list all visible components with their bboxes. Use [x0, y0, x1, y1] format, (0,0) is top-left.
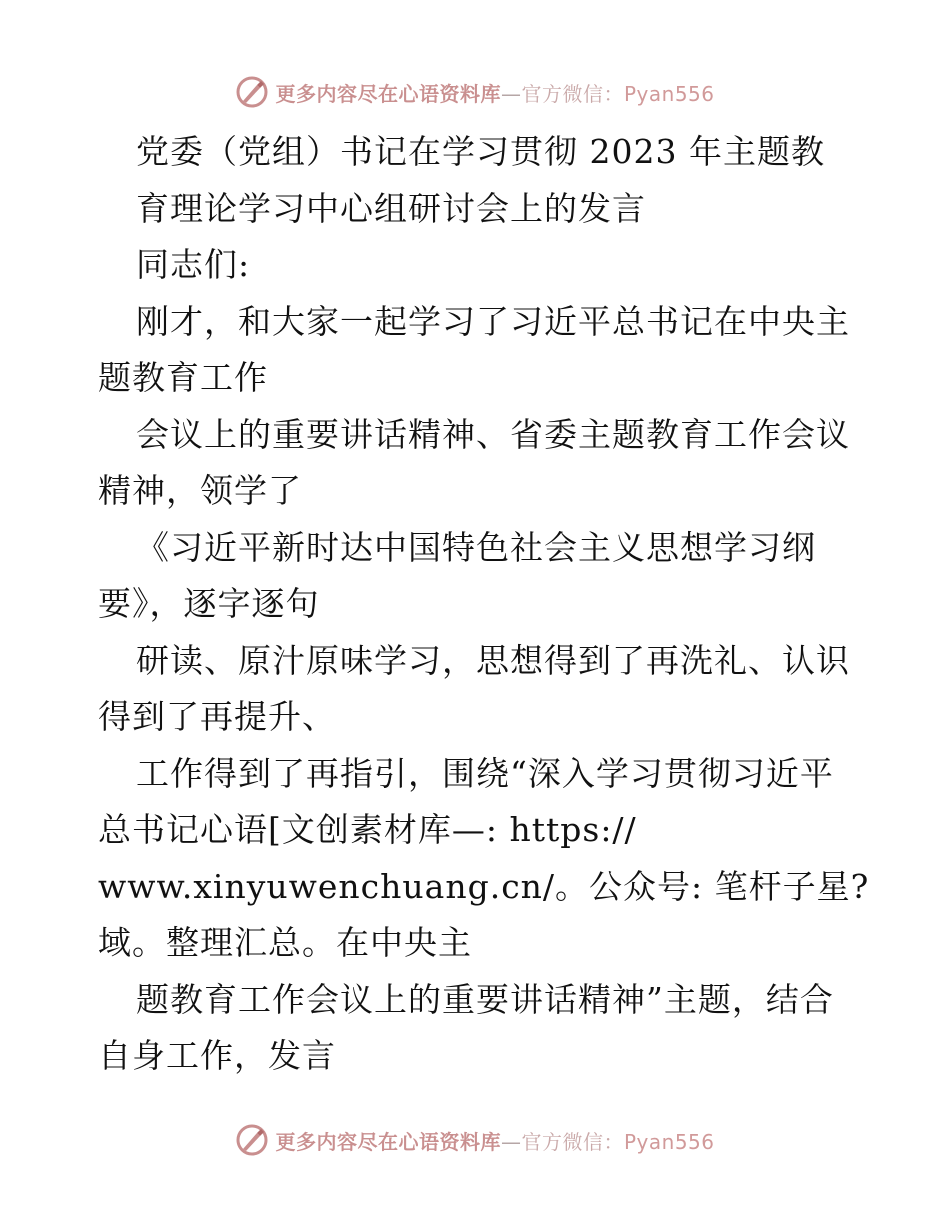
document-body [98, 124, 870, 1085]
footer-watermark [0, 1120, 950, 1160]
title-line-2: 育理论学习中心组研讨会上的发言 [136, 188, 646, 228]
paragraph-line: 刚才，和大家一起学习了习近平总书记在中央主 [136, 301, 850, 341]
paragraph-line: 得到了再提升、 [98, 697, 336, 736]
paragraph-line: www.xinyuwenchuang.cn/。公众号: 笔杆子星? [98, 866, 870, 906]
pen-logo-icon [235, 75, 269, 109]
pen-logo-icon [235, 1123, 269, 1157]
paragraph-line: 题教育工作会议上的重要讲话精神”主题，结合 [136, 979, 834, 1019]
paragraph-line: 工作得到了再指引，围绕“深入学习贯彻习近平 [136, 753, 834, 793]
paragraph-line: 《习近平新时达中国特色社会主义思想学习纲 [136, 527, 816, 567]
paragraph-line: 研读、原汁原味学习，思想得到了再洗礼、认识 [136, 640, 850, 680]
paragraph-line: 要》，逐字逐句 [98, 584, 320, 623]
paragraph-line: 题教育工作 [98, 358, 268, 397]
salutation: 同志们: [136, 245, 251, 284]
title-line-1: 党委（党组）书记在学习贯彻 2023 年主题教 [136, 132, 825, 171]
paragraph-line: 域。整理汇总。在中央主 [98, 923, 472, 962]
paragraph-line: 总书记心语[文创素材库—: https:// [98, 810, 637, 849]
paragraph-line: 精神，领学了 [98, 471, 302, 510]
paragraph-line: 自身工作，发言 [98, 1036, 336, 1075]
paragraph-line: 会议上的重要讲话精神、省委主题教育工作会议 [136, 414, 850, 454]
watermark-text: 更多内容尽在心语资料库—官方微信：Pyan556 [275, 81, 715, 106]
header-watermark [0, 72, 950, 112]
watermark-text: 更多内容尽在心语资料库—官方微信：Pyan556 [275, 1129, 715, 1154]
